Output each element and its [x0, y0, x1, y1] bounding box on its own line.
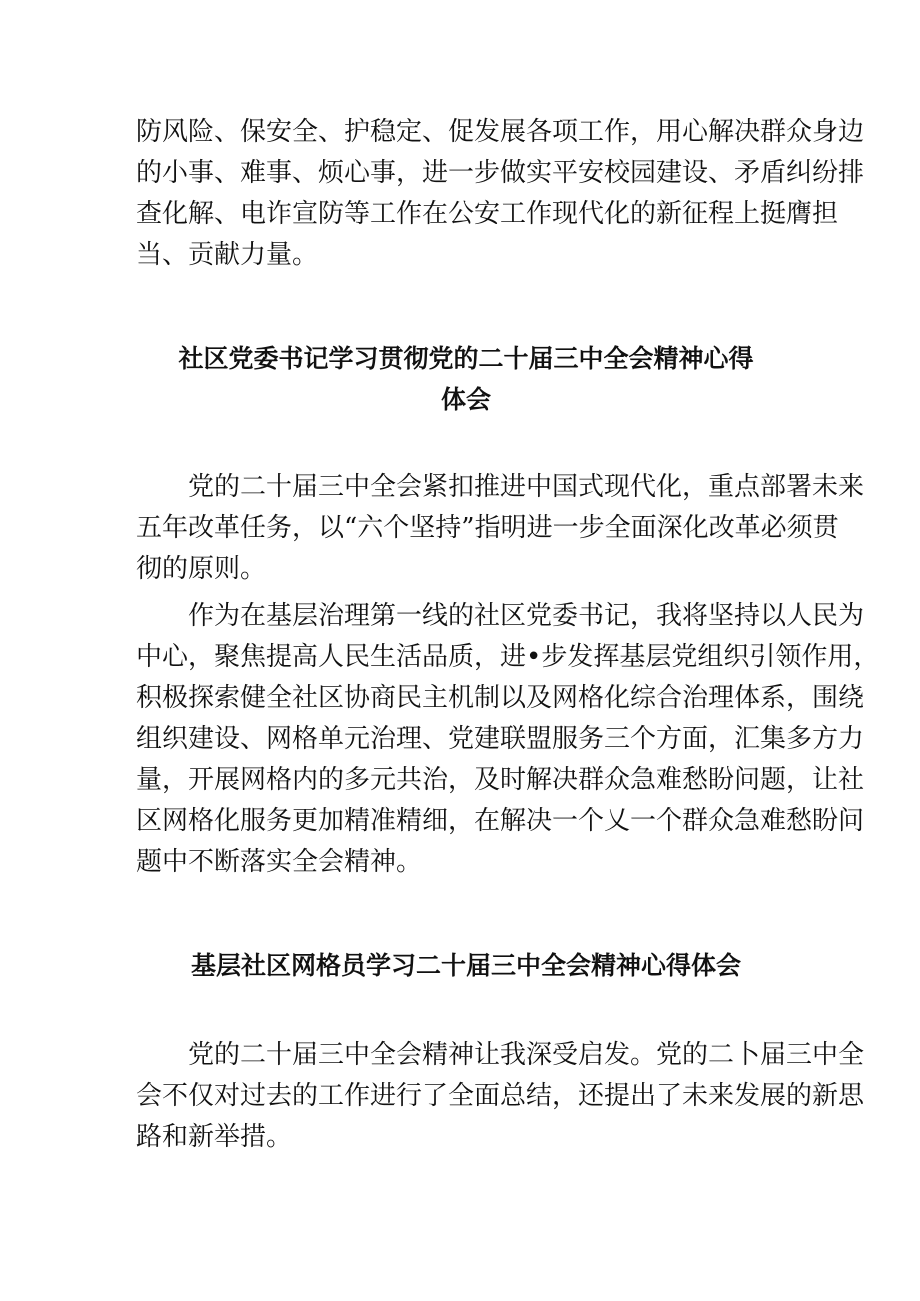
section1-p1-line-1: 党的二十届三中全会紧扣推进中国式现代化，重点部署未来 [188, 472, 865, 502]
intro-line-4: 当、贡献力量。 [136, 240, 319, 270]
section2-p1-line-2: 会不仅对过去的工作进行了全面总结，还提出了未来发展的新思 [136, 1081, 865, 1111]
section1-title [136, 338, 796, 420]
section1-p2-line-6: 区网格化服务更加精准精细，在解决一个乂一个群众急难愁盼问 [136, 806, 865, 836]
section1-p2-line-2: 中心，聚焦提高人民生活品质，进•步发挥基层党组织引领作用， [136, 642, 880, 672]
section1-title-line-1: 社区党委书记学习贯彻党的二十届三中全会精神心得 [178, 344, 754, 373]
section1-p2-line-7: 题中不断落实全会精神。 [136, 847, 423, 877]
intro-line-1: 防风险、保安全、护稳定、促发展各项工作，用心解决群众身边 [136, 117, 865, 147]
section1-p1-line-3: 彻的原则。 [136, 554, 267, 584]
section1-paragraph-1 [136, 467, 865, 590]
section2-paragraph-1 [136, 1035, 865, 1158]
section2-p1-line-1: 党的二十届三中全会精神让我深受启发。党的二卜届三中全 [188, 1040, 865, 1070]
section2-title-line: 基层社区网格员学习二十届三中全会精神心得体会 [190, 951, 741, 980]
intro-paragraph [136, 112, 865, 276]
section1-p2-line-5: 量，开展网格内的多元共治，及时解决群众急难愁盼问题，让社 [136, 765, 865, 795]
section2-title [136, 945, 796, 986]
section1-p2-line-4: 组织建设、网格单元治理、党建联盟服务三个方面，汇集多方力 [136, 724, 865, 754]
intro-line-2: 的小事、难事、烦心事，进一步做实平安校园建设、矛盾纠纷排 [136, 158, 865, 188]
section1-title-line-2: 体会 [440, 385, 491, 414]
section2-p1-line-3: 路和新举措。 [136, 1122, 293, 1152]
section1-p2-line-3: 积极探索健全社区协商民主机制以及网格化综合治理体系，围绕 [136, 683, 865, 713]
section1-p1-line-2: 五年改革任务，以“六个坚持”指明进一步全面深化改革必须贯 [136, 513, 839, 543]
intro-line-3: 查化解、电诈宣防等工作在公安工作现代化的新征程上挺膺担 [136, 199, 839, 229]
section1-p2-line-1: 作为在基层治理第一线的社区党委书记，我将坚持以人民为 [188, 601, 865, 631]
section1-paragraph-2 [136, 596, 880, 883]
